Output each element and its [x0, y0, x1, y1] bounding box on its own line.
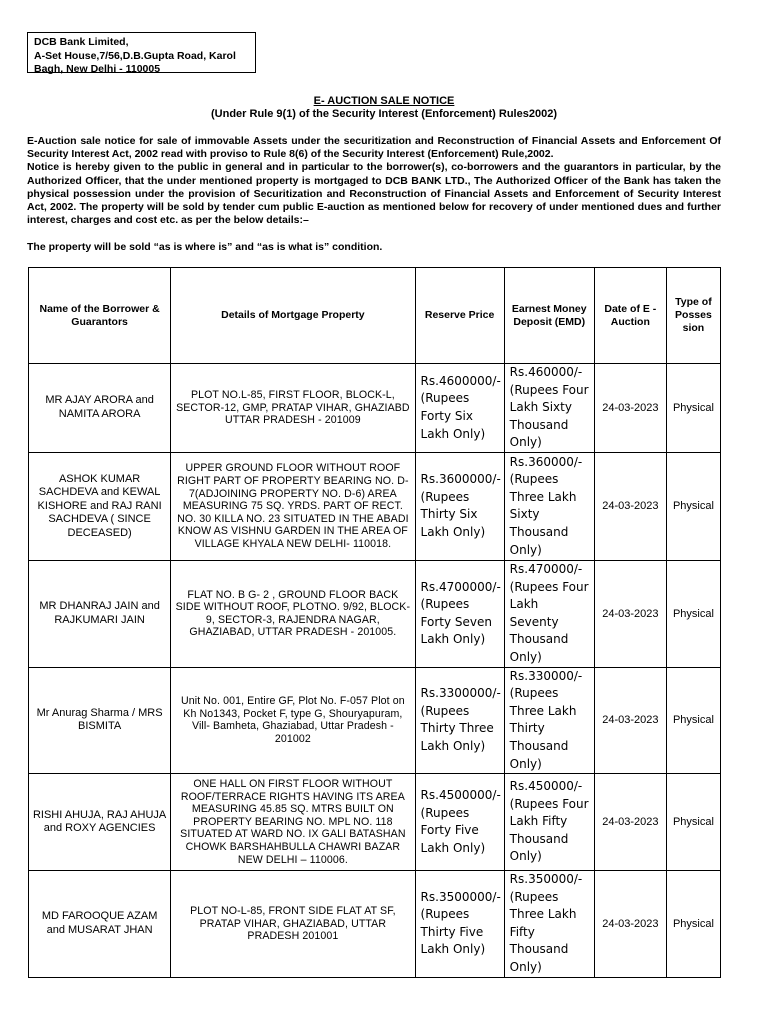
possession-type-cell: Physical: [666, 871, 720, 978]
bank-address-line: Bagh, New Delhi - 110005: [34, 63, 161, 75]
emd-cell: Rs.450000/-(Rupees Four Lakh Fifty Thousand Only): [504, 774, 594, 871]
property-cell: Unit No. 001, Entire GF, Plot No. F-057 Plot on Kh No1343, Pocket F, type G, Shouryapuram, Vill- Bamheta, Ghaziabad, Uttar Pradesh - 201002: [171, 667, 415, 774]
possession-type-cell: Physical: [666, 774, 720, 871]
possession-type-cell: Physical: [666, 560, 720, 667]
possession-type-cell: Physical: [666, 452, 720, 560]
property-cell: UPPER GROUND FLOOR WITHOUT ROOF RIGHT PART OF PROPERTY BEARING NO. D-7(ADJOINING PROPERTY NO. D-6) AREA MEASURING 75 SQ. YRDS. PART OF RECT. NO. 30 KILLA NO. 23 SITUATED IN THE ABADI KNOW AS VISHNU GARDEN IN THE AREA OF VILLAGE KHYALA NEW DELHI- 110018.: [171, 452, 415, 560]
header-property: Details of Mortgage Property: [171, 268, 415, 364]
reserve-price-cell: Rs.3600000/-(Rupees Thirty Six Lakh Only): [415, 452, 504, 560]
table-row: [29, 774, 721, 871]
auction-date-cell: 24-03-2023: [594, 560, 666, 667]
table-row: [29, 452, 721, 560]
auction-date-cell: 24-03-2023: [594, 774, 666, 871]
emd-cell: Rs.470000/-(Rupees Four Lakh Seventy Thousand Only): [504, 560, 594, 667]
borrower-cell: ASHOK KUMAR SACHDEVA and KEWAL KISHORE and RAJ RANI SACHDEVA ( SINCE DECEASED): [29, 452, 171, 560]
reserve-price-cell: Rs.4600000/-(Rupees Forty Six Lakh Only): [415, 364, 504, 453]
reserve-price-cell: Rs.3300000/-(Rupees Thirty Three Lakh Only): [415, 667, 504, 774]
auction-date-cell: 24-03-2023: [594, 667, 666, 774]
intro-paragraph: Notice is hereby given to the public in general and in particular to the borrower(s), co-borrowers and the guarantors in particular, by the Authorized Officer, that the under mentioned property is mortgaged to DCB BANK LTD., The Authorized Officer of the Bank has taken the physical possession under the provision of Securitization and Reconstruction of Financial Assets and Enforcement of Security Interest Act, 2002. The property will be sold by tender cum public E-auction as mentioned below for recovery of under mentioned dues and further interest, charges and cost etc. as per the below details:–: [27, 161, 721, 227]
header-borrower: Name of the Borrower & Guarantors: [29, 268, 171, 364]
emd-cell: Rs.460000/-(Rupees Four Lakh Sixty Thousand Only): [504, 364, 594, 453]
header-emd: Earnest Money Deposit (EMD): [504, 268, 594, 364]
emd-cell: Rs.350000/-(Rupees Three Lakh Fifty Thousand Only): [504, 871, 594, 978]
notice-title: E- AUCTION SALE NOTICE: [313, 95, 455, 107]
reserve-price-cell: Rs.3500000/-(Rupees Thirty Five Lakh Only): [415, 871, 504, 978]
possession-type-cell: Physical: [666, 667, 720, 774]
notice-heading: [0, 95, 768, 121]
auction-date-cell: 24-03-2023: [594, 364, 666, 453]
table-row: [29, 871, 721, 978]
reserve-price-cell: Rs.4500000/-(Rupees Forty Five Lakh Only): [415, 774, 504, 871]
borrower-cell: RISHI AHUJA, RAJ AHUJA and ROXY AGENCIES: [29, 774, 171, 871]
borrower-cell: Mr Anurag Sharma / MRS BISMITA: [29, 667, 171, 774]
borrower-cell: MR DHANRAJ JAIN and RAJKUMARI JAIN: [29, 560, 171, 667]
borrower-cell: MD FAROOQUE AZAM and MUSARAT JHAN: [29, 871, 171, 978]
bank-address-line: A-Set House,7/56,D.B.Gupta Road, Karol: [34, 49, 236, 62]
notice-intro: [27, 135, 721, 227]
auction-date-cell: 24-03-2023: [594, 871, 666, 978]
possession-type-cell: Physical: [666, 364, 720, 453]
property-cell: PLOT NO-L-85, FRONT SIDE FLAT AT SF, PRATAP VIHAR, GHAZIABAD, UTTAR PRADESH 201001: [171, 871, 415, 978]
notice-subtitle: (Under Rule 9(1) of the Security Interest (Enforcement) Rules2002): [211, 108, 557, 120]
intro-paragraph: E-Auction sale notice for sale of immovable Assets under the securitization and Reconstruction of Financial Assets and Enforcement Of Security Interest Act, 2002 read with proviso to Rule 8(6) of the Security Interest (Enforcement) Rule,2002.: [27, 135, 721, 161]
table-header-row: [29, 268, 721, 364]
property-cell: FLAT NO. B G- 2 , GROUND FLOOR BACK SIDE WITHOUT ROOF, PLOTNO. 9/92, BLOCK-9, SECTOR-3, RAJENDRA NAGAR, GHAZIABAD, UTTAR PRADESH - 201005.: [171, 560, 415, 667]
property-cell: ONE HALL ON FIRST FLOOR WITHOUT ROOF/TERRACE RIGHTS HAVING ITS AREA MEASURING 45.85 SQ. MTRS BUILT ON PROPERTY BEARING NO. MPL NO. 118 SITUATED AT WARD NO. IX GALI BATASHAN CHOWK BARSHAHBULLA CHAWRI BAZAR NEW DELHI – 110006.: [171, 774, 415, 871]
reserve-price-cell: Rs.4700000/-(Rupees Forty Seven Lakh Only): [415, 560, 504, 667]
table-row: [29, 560, 721, 667]
table-row: [29, 364, 721, 453]
header-reserve-price: Reserve Price: [415, 268, 504, 364]
table-row: [29, 667, 721, 774]
auction-table: [28, 267, 721, 978]
emd-cell: Rs.360000/-(Rupees Three Lakh Sixty Thousand Only): [504, 452, 594, 560]
bank-name: DCB Bank Limited,: [34, 36, 129, 48]
property-cell: PLOT NO.L-85, FIRST FLOOR, BLOCK-L, SECTOR-12, GMP, PRATAP VIHAR, GHAZIABD UTTAR PRADESH - 201009: [171, 364, 415, 453]
emd-cell: Rs.330000/-(Rupees Three Lakh Thirty Thousand Only): [504, 667, 594, 774]
auction-date-cell: 24-03-2023: [594, 452, 666, 560]
borrower-cell: MR AJAY ARORA and NAMITA ARORA: [29, 364, 171, 453]
header-possession-type: Type of Posses sion: [666, 268, 720, 364]
bank-address-box: [27, 32, 256, 73]
sale-condition: The property will be sold “as is where is” and “as is what is” condition.: [27, 241, 383, 253]
header-auction-date: Date of E - Auction: [594, 268, 666, 364]
